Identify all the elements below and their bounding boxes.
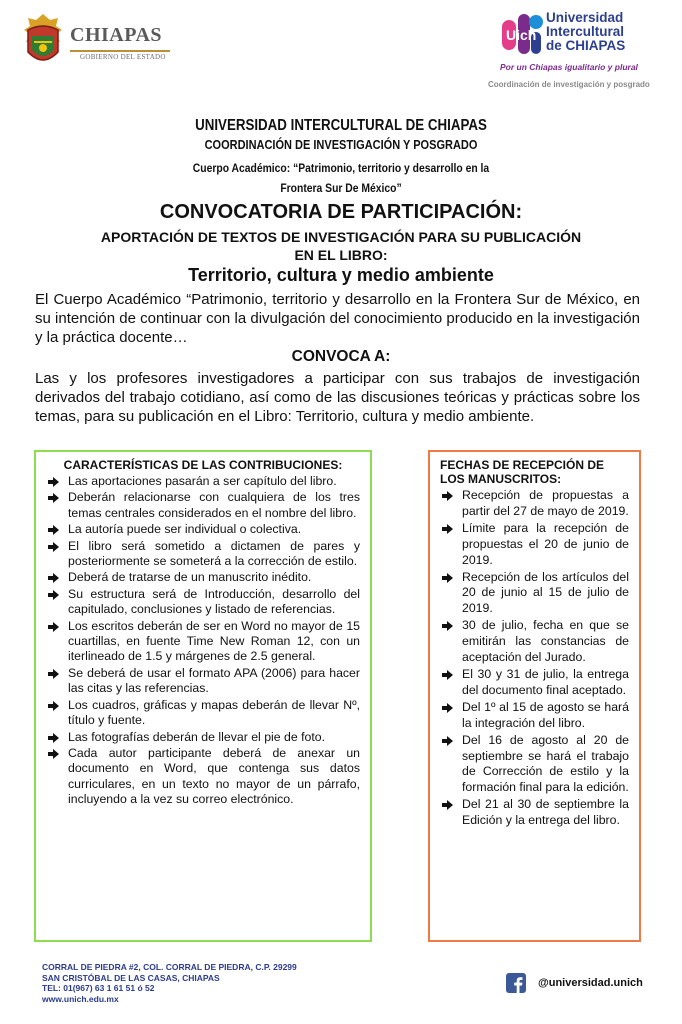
list-item-text: Del 16 de agosto al 20 de septiembre se hará el trabajo de Corrección de estilo y la formación final para la edición. [462, 732, 629, 795]
academic-body-line: Cuerpo Académico: “Patrimonio, territorio y desarrollo en la [192, 163, 490, 175]
logo-rule [70, 50, 170, 52]
list-item [46, 570, 360, 585]
list-item-text: Recepción de los artículos del 20 de junio al 15 de julio de 2019. [462, 569, 629, 616]
list-item [46, 730, 360, 745]
arrow-bullet-icon [48, 573, 59, 583]
characteristics-list [46, 474, 360, 808]
call-subtitle-line: EN EL LIBRO: [294, 247, 388, 263]
list-item [46, 698, 360, 729]
convoca-heading: CONVOCA A: [291, 348, 391, 365]
unich-mark-text: Uich [506, 27, 537, 43]
arrow-bullet-icon [442, 491, 453, 501]
arrow-bullet-icon [442, 703, 453, 713]
list-item [46, 666, 360, 697]
list-item-text: Cada autor participante deberá de anexar un documento en Word, que contenga sus datos curriculares, en un texto no mayor de un párrafo, incluyendo a la vez su correo electrónico. [68, 745, 360, 807]
list-item [440, 700, 629, 732]
list-item [46, 490, 360, 521]
list-item-text: Se deberá de usar el formato APA (2006) para hacer las citas y las referencias. [68, 665, 360, 696]
arrow-bullet-icon [48, 733, 59, 743]
coordination-caption: Coordinación de investigación y posgrado [488, 80, 650, 89]
arrow-bullet-icon [442, 800, 453, 810]
list-item-text: Deberá de tratarse de un manuscrito inédito. [68, 570, 312, 585]
chiapas-government-logo [20, 12, 170, 74]
academic-body-title [34, 159, 648, 199]
chiapas-subtitle: GOBIERNO DEL ESTADO [80, 53, 166, 61]
list-item [440, 667, 629, 699]
call-subtitle-line: APORTACIÓN DE TEXTOS DE INVESTIGACIÓN PARA SU PUBLICACIÓN [100, 229, 582, 245]
list-item-text: Deberán relacionarse con cualquiera de los tres temas centrales considerados en el nombre del libro. [68, 490, 360, 520]
footer-phone: TEL: 01(967) 63 1 61 51 ó 52 [42, 983, 155, 993]
unich-mark-icon [500, 10, 544, 60]
footer-website-link[interactable]: www.unich.edu.mx [42, 993, 119, 1004]
list-item [440, 618, 629, 666]
list-item-text: Los escritos deberán de ser en Word no mayor de 15 cuartillas, en fuente Time New Roman 12, con un iterlineado de 1.5 y márgenes de 2.5 general. [68, 618, 360, 664]
list-item-text: Los cuadros, gráficas y mapas deberán de llevar Nº, título y fuente. [68, 697, 360, 728]
characteristics-box [34, 450, 372, 942]
list-item [440, 488, 629, 520]
unich-name-line: Intercultural [546, 24, 625, 39]
arrow-bullet-icon [48, 477, 59, 487]
unich-tagline: Por un Chiapas igualitario y plural [500, 62, 638, 72]
footer-address-line: CORRAL DE PIEDRA #2, COL. CORRAL DE PIEDRA, C.P. 29299 [42, 962, 297, 972]
coordination-title: COORDINACIÓN DE INVESTIGACIÓN Y POSGRADO [204, 138, 478, 152]
invitation-paragraph: Las y los profesores investigadores a participar con sus trabajos de investigación derivados del trabajo cotidiano, así como de las discusiones teóricas y prácticas sobre los temas, para su publicación en el Libro: Territorio, cultura y medio ambiente. [35, 370, 640, 425]
footer-address-line: SAN CRISTÓBAL DE LAS CASAS, CHIAPAS [42, 972, 220, 983]
institution-title: UNIVERSIDAD INTERCULTURAL DE CHIAPAS [195, 117, 487, 134]
arrow-bullet-icon [48, 525, 59, 535]
list-item-text: Recepción de propuestas a partir del 27 de mayo de 2019. [462, 488, 629, 518]
list-item-text: Límite para la recepción de propuestas el 20 de junio de 2019. [462, 520, 629, 567]
list-item-text: Las fotografías deberán de llevar el pie de foto. [68, 729, 326, 744]
list-item [46, 474, 360, 489]
list-item-text: 30 de julio, fecha en que se emitirán las constancias de aceptación del Jurado. [462, 618, 629, 665]
list-item [440, 733, 629, 797]
dates-box [428, 450, 641, 942]
call-subtitle [0, 228, 682, 264]
list-item [440, 521, 629, 569]
book-title: Territorio, cultura y medio ambiente [188, 265, 494, 285]
list-item-text: Las aportaciones pasarán a ser capítulo del libro. [68, 474, 337, 488]
chiapas-wordmark: CHIAPAS [70, 24, 163, 46]
dates-list [440, 488, 629, 829]
arrow-bullet-icon [48, 749, 59, 759]
footer-contact [42, 962, 297, 1004]
list-item [46, 619, 360, 665]
arrow-bullet-icon [442, 573, 453, 583]
facebook-icon[interactable] [506, 973, 526, 993]
unich-name-line: Universidad [546, 10, 624, 25]
list-item [46, 587, 360, 618]
unich-name [546, 11, 625, 53]
coat-of-arms-icon [20, 12, 66, 70]
arrow-bullet-icon [48, 493, 59, 503]
list-item [440, 570, 629, 618]
list-item [46, 746, 360, 808]
list-item [46, 522, 360, 537]
arrow-bullet-icon [48, 622, 59, 632]
arrow-bullet-icon [442, 524, 453, 534]
list-item-text: Del 1º al 15 de agosto se hará la integración del libro. [462, 699, 629, 730]
characteristics-title: CARACTERÍSTICAS DE LAS CONTRIBUCIONES: [63, 458, 343, 472]
arrow-bullet-icon [442, 621, 453, 631]
intro-paragraph: El Cuerpo Académico “Patrimonio, territorio y desarrollo en la Frontera Sur de México, en su intención de continuar con la divulgación del conocimiento producido en la investigación y la práctica docente… [35, 291, 640, 346]
call-heading: CONVOCATORIA DE PARTICIPACIÓN: [159, 201, 523, 223]
academic-body-line: Frontera Sur De México” [280, 183, 402, 195]
facebook-handle-link[interactable]: @universidad.unich [538, 977, 643, 989]
arrow-bullet-icon [48, 669, 59, 679]
arrow-bullet-icon [48, 590, 59, 600]
list-item-text: El 30 y 31 de julio, la entrega del documento final aceptado. [462, 666, 629, 697]
list-item [440, 797, 629, 829]
arrow-bullet-icon [48, 701, 59, 711]
unich-name-line: de CHIAPAS [546, 38, 626, 53]
list-item [46, 539, 360, 570]
dates-title: FECHAS DE RECEPCIÓN DE LOS MANUSCRITOS: [440, 458, 605, 486]
list-item-text: Del 21 al 30 de septiembre la Edición y la entrega del libro. [462, 797, 629, 828]
list-item-text: Su estructura será de Introducción, desarrollo del capitulado, conclusiones y listado de referencias. [68, 586, 360, 617]
list-item-text: El libro será sometido a dictamen de pares y posteriormente se someterá a la corrección de estilo. [68, 538, 360, 569]
arrow-bullet-icon [442, 736, 453, 746]
list-item-text: La autoría puede ser individual o colectiva. [68, 522, 302, 537]
arrow-bullet-icon [442, 670, 453, 680]
unich-logo [484, 6, 674, 90]
arrow-bullet-icon [48, 542, 59, 552]
